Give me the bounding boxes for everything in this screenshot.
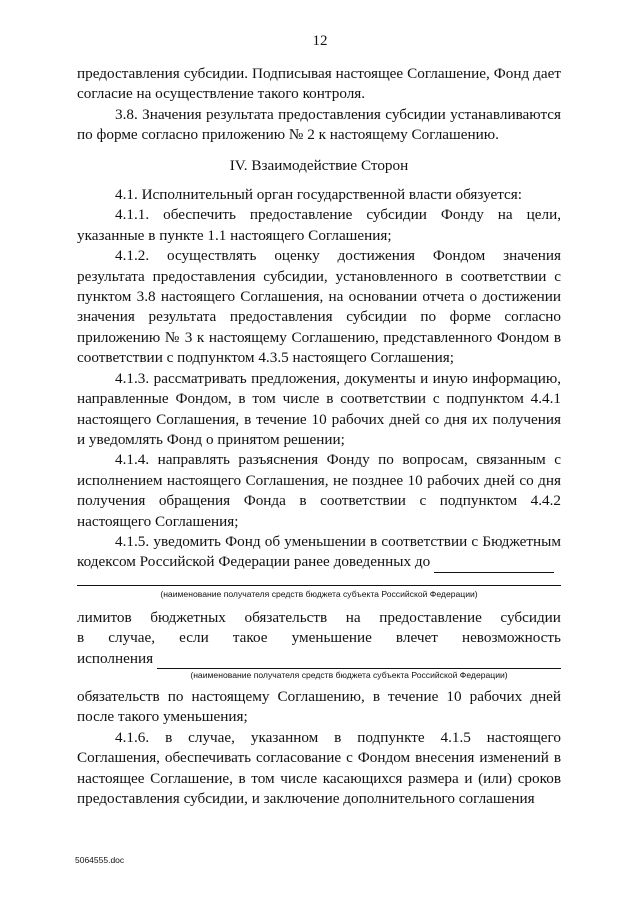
recipient-caption-2: (наименование получателя средств бюджета субъекта Российской Федерации): [190, 669, 508, 680]
row2-word: такое: [232, 629, 268, 647]
paragraph-4-1-1: 4.1.1. обеспечить предоставление субсидии Фонду на цели, указанные в пункте 1.1 настоящего Соглашения;: [77, 206, 561, 244]
paragraph-4-1-4: 4.1.4. направлять разъяснения Фонду по вопросам, связанным с исполнением настоящего Соглашения, не позднее 10 рабочих дней со дня получения обращения Фонда в соответствии с подпунктом 4.4.2 настоящего Соглашения;: [77, 451, 561, 530]
document-body: [77, 64, 561, 809]
execution-label: исполнения: [77, 649, 154, 667]
row2-word: невозможность: [461, 629, 561, 647]
paragraph-4-1-2: 4.1.2. осуществлять оценку достижения Фондом значения результата предоставления субсидии, установленного в соответствии с пунктом 3.8 настоящего Соглашения, на основании отчета о достижении значения результата предоставления субсидии по форме согласно приложению № 3 к настоящему Соглашению, представленного Фондом в соответствии с подпунктом 4.3.5 настоящего Соглашения;: [77, 247, 561, 367]
paragraph-continuation: предоставления субсидии. Подписывая настоящее Соглашение, Фонд дает согласие на осуществление такого контроля.: [77, 65, 561, 103]
row1-word: субсидии: [500, 608, 561, 626]
paragraph-4-1-5: [77, 532, 561, 573]
row1-word: на: [345, 608, 361, 626]
recipient-caption-1: (наименование получателя средств бюджета субъекта Российской Федерации): [160, 588, 478, 599]
paragraph-4-1-5-text: 4.1.5. уведомить Фонд об уменьшении в соответствии с Бюджетным кодексом Российской Федерации ранее доведенных до: [77, 532, 561, 571]
row1-word: лимитов: [77, 608, 132, 626]
paragraph-3-8: 3.8. Значения результата предоставления субсидии устанавливаются по форме согласно приложению № 2 к настоящему Соглашению.: [77, 105, 561, 144]
paragraph-obligations: обязательств по настоящему Соглашению, в течение 10 рабочих дней после такого уменьшения;: [77, 687, 561, 726]
justified-row-1: [77, 608, 561, 628]
recipient-blank-line-2: [157, 654, 561, 669]
recipient-blank-inline: [434, 558, 554, 573]
section-heading: IV. Взаимодействие Сторон: [229, 156, 409, 174]
row1-word: бюджетных: [150, 608, 226, 626]
row2-word: если: [179, 629, 209, 647]
row2-word: случае,: [108, 629, 156, 647]
recipient-blank-line: [77, 573, 561, 586]
row2-word: влечет: [395, 629, 438, 647]
paragraph-4-1-6: 4.1.6. в случае, указанном в подпункте 4.1.5 настоящего Соглашения, обеспечивать согласование с Фондом внесения изменений в настоящее Соглашение, в том числе касающихся размера и (или) сроков предоставления субсидии, и заключение дополнительного соглашения: [77, 728, 561, 807]
row2-word: в: [77, 629, 85, 647]
row2-word: уменьшение: [291, 629, 372, 647]
paragraph-4-1: 4.1. Исполнительный орган государственной власти обязуется:: [115, 186, 523, 204]
page-number: 12: [312, 33, 328, 49]
row1-word: предоставление: [379, 608, 482, 626]
paragraph-4-1-3: 4.1.3. рассматривать предложения, документы и иную информацию, направленные Фондом, в том числе в соответствии с подпунктом 4.4.1 настоящего Соглашения, в течение 10 рабочих дней со дня их получения и уведомлять Фонд о принятом решении;: [77, 369, 561, 448]
execution-row: [77, 649, 561, 669]
footer-filename: 5064555.doc: [75, 855, 125, 865]
justified-row-2: [77, 628, 561, 648]
row1-word: обязательств: [244, 608, 328, 626]
